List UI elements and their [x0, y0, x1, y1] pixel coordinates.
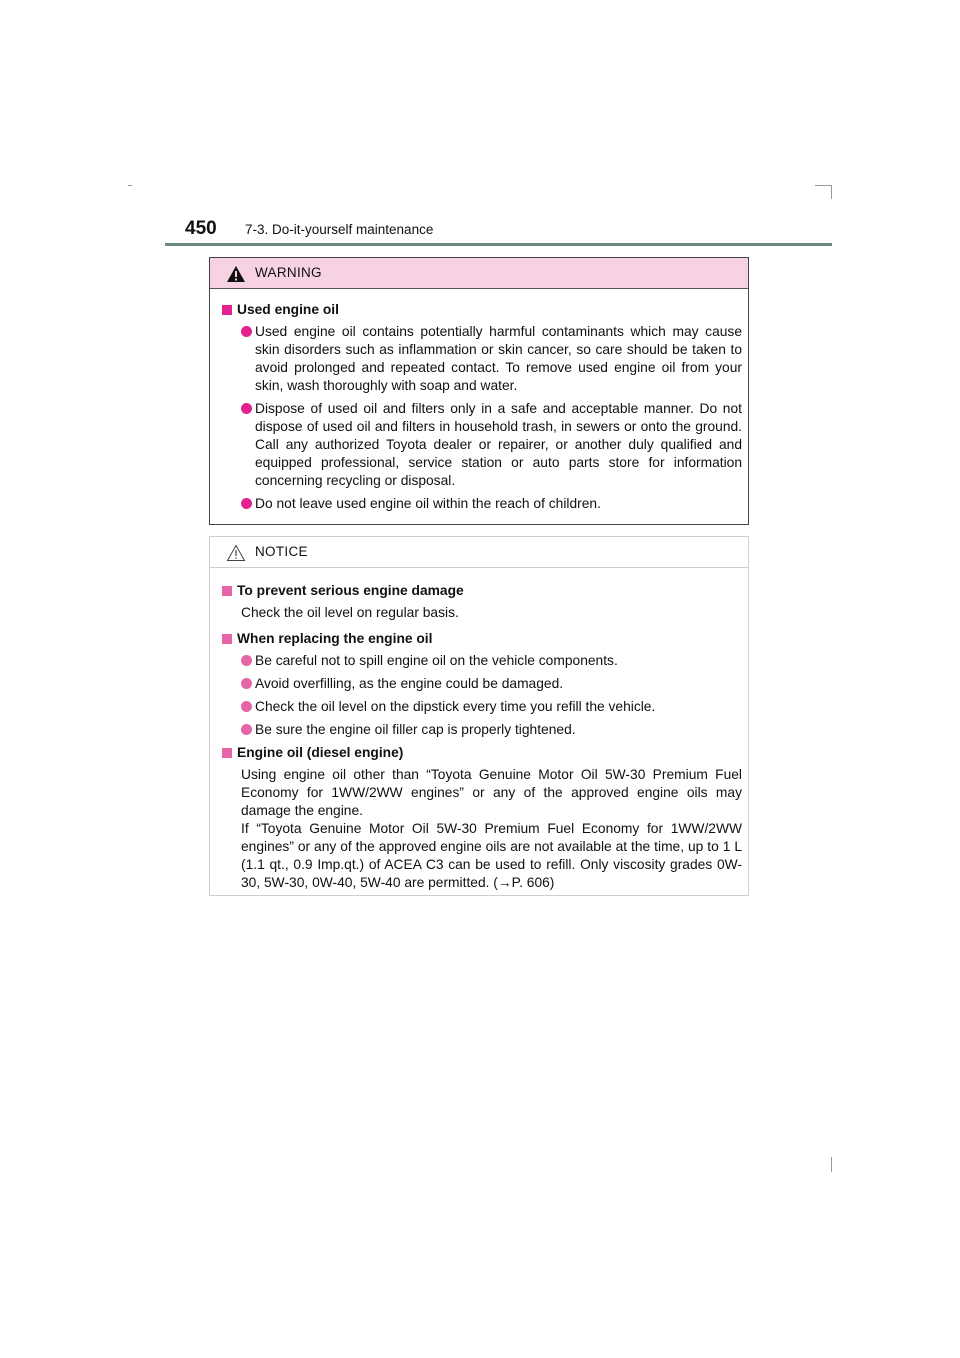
square-bullet-icon: [222, 305, 232, 315]
notice-label: NOTICE: [255, 544, 308, 559]
circle-bullet-icon: [241, 323, 255, 334]
notice-box: [209, 536, 749, 896]
notice-heading-engine-damage: To prevent serious engine damage: [222, 582, 742, 600]
list-item: Be careful not to spill engine oil on the vehicle components.: [241, 652, 742, 670]
crop-mark-bottom-right: [831, 1157, 832, 1172]
warning-triangle-icon: [226, 265, 246, 283]
warning-label: WARNING: [255, 265, 322, 280]
notice-triangle-icon: [226, 544, 246, 562]
list-item: Be sure the engine oil filler cap is properly tightened.: [241, 721, 742, 739]
notice-header: [210, 537, 748, 568]
crop-mark-top-right-h: [815, 185, 832, 186]
circle-bullet-icon: [241, 721, 255, 732]
square-bullet-icon: [222, 586, 232, 596]
notice-text: Using engine oil other than “Toyota Genuine Motor Oil 5W-30 Premium Fuel Economy for 1WW/2WW engines” or any of the approved engine oils may damage the engine.: [241, 767, 742, 818]
square-bullet-icon: [222, 748, 232, 758]
square-bullet-icon: [222, 634, 232, 644]
notice-heading-replacing-oil: When replacing the engine oil: [222, 630, 742, 648]
circle-bullet-icon: [241, 652, 255, 663]
list-item: Used engine oil contains potentially harmful contaminants which may cause skin disorders such as inflammation or skin cancer, so care should be taken to avoid prolonged and repeated contact. To remove used engine oil from your skin, wash thoroughly with soap and water.: [241, 323, 742, 395]
crop-mark-top-right-v: [831, 185, 832, 199]
notice-heading-diesel: Engine oil (diesel engine): [222, 744, 742, 762]
circle-bullet-icon: [241, 675, 255, 686]
list-item: Dispose of used oil and filters only in a safe and acceptable manner. Do not dispose of used oil and filters in household trash, in sewers or onto the ground. Call any authorized Toyota dealer or repairer, or another duly qualified and equipped professional, service station or auto parts store for information concerning recycling or disposal.: [241, 400, 742, 490]
warning-heading: Used engine oil: [222, 301, 742, 319]
circle-bullet-icon: [241, 400, 255, 411]
crop-mark-top-left: [128, 185, 132, 186]
list-item: Avoid overfilling, as the engine could be damaged.: [241, 675, 742, 693]
circle-bullet-icon: [241, 698, 255, 709]
header-rule: [165, 243, 832, 246]
warning-header: [210, 258, 748, 289]
circle-bullet-icon: [241, 495, 255, 506]
warning-box: [209, 257, 749, 525]
section-title: 7-3. Do-it-yourself maintenance: [245, 222, 434, 237]
list-item: Do not leave used engine oil within the reach of children.: [241, 495, 742, 513]
notice-text: Check the oil level on regular basis.: [241, 605, 459, 620]
notice-text: If “Toyota Genuine Motor Oil 5W-30 Premium Fuel Economy for 1WW/2WW engines” or any of the approved engine oils are not available at the time, up to 1 L (1.1 qt., 0.9 Imp.qt.) of ACEA C3 can be used to refill. Only viscosity grades 0W-30, 5W-30, 0W-40, 5W-40 are permitted. (→P. 606): [241, 821, 742, 890]
list-item: Check the oil level on the dipstick every time you refill the vehicle.: [241, 698, 742, 716]
page-number: 450: [185, 218, 217, 239]
